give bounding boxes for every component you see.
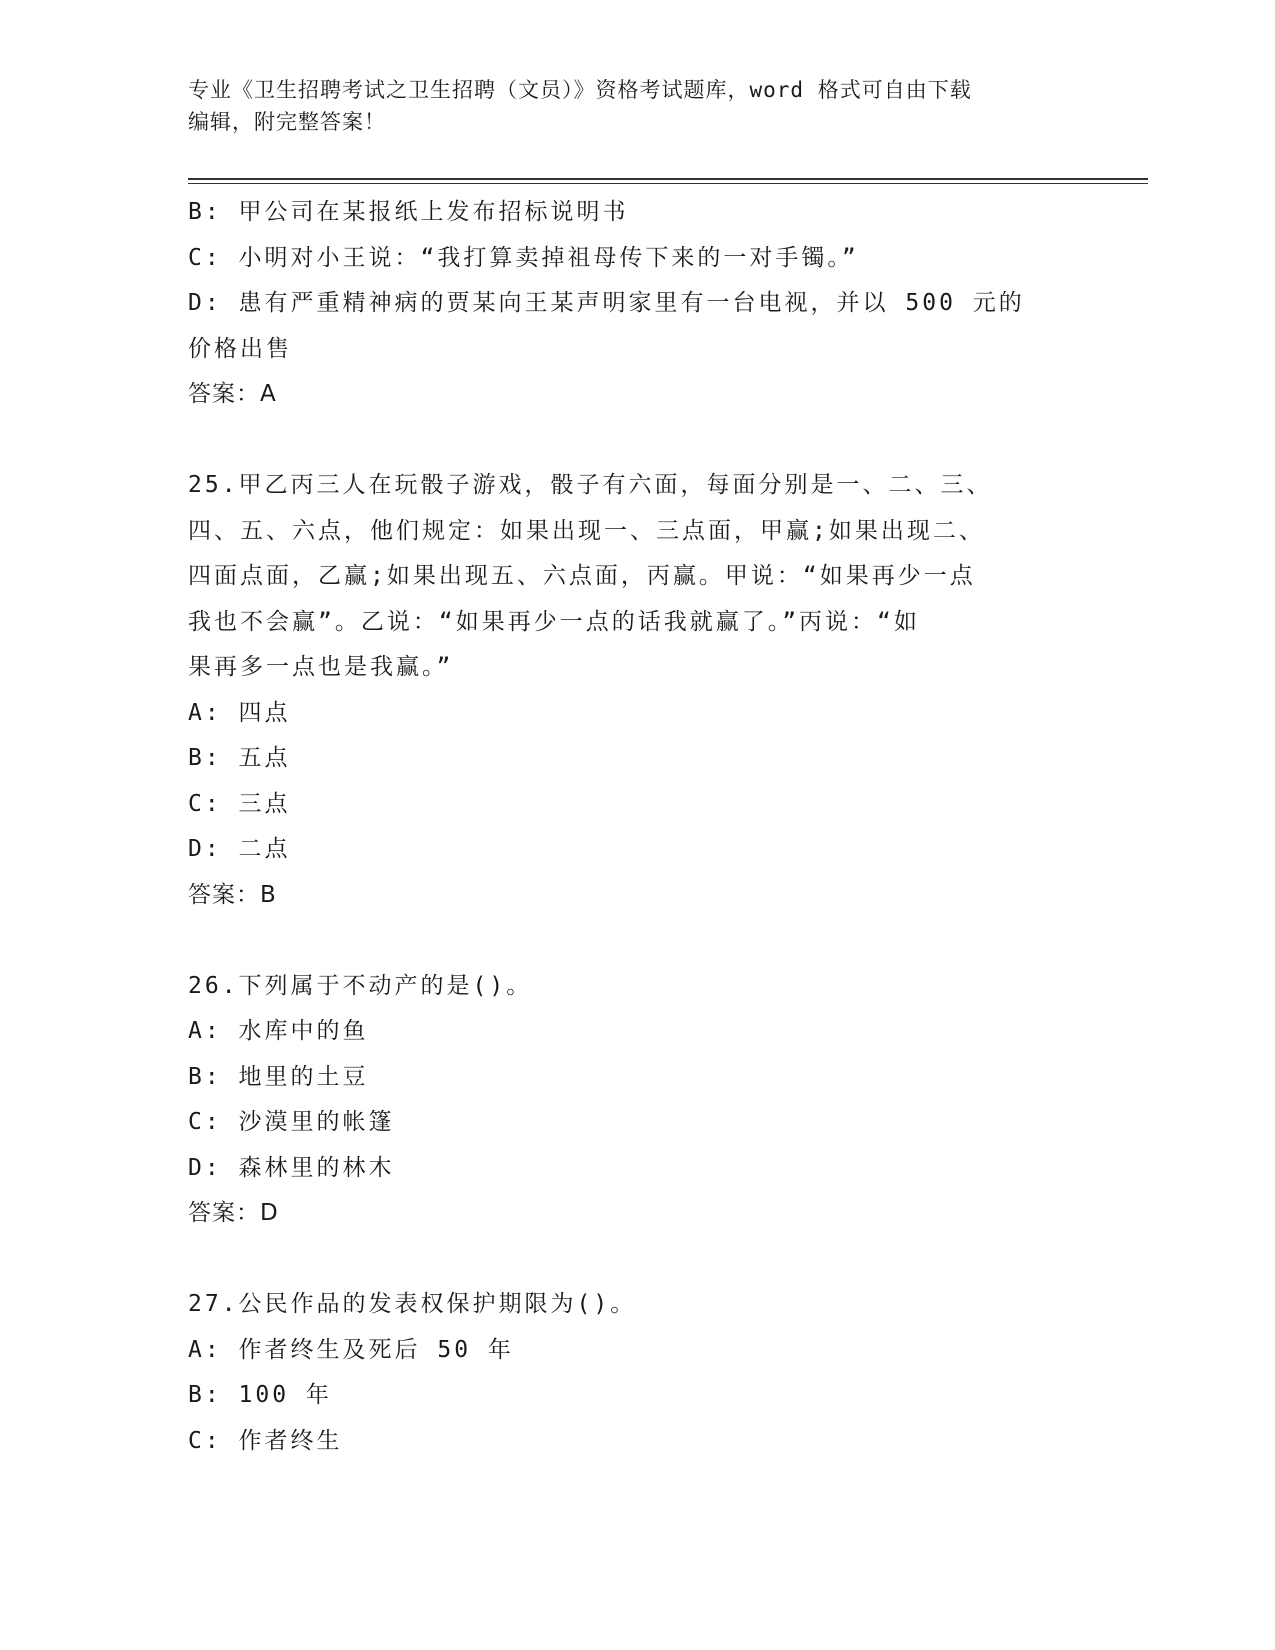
- option-d-line-1: D: 患有严重精神病的贾某向王某声明家里有一台电视，并以 500 元的: [188, 290, 1025, 316]
- question-stem-line-5: 果再多一点也是我赢。”: [188, 654, 454, 680]
- header-title-line-2: 编辑，附完整答案！: [188, 110, 386, 134]
- option-c: C: 作者终生: [188, 1427, 343, 1454]
- spacer: [188, 1237, 1068, 1283]
- option-a: A: 水库中的鱼: [188, 1018, 369, 1044]
- answer: 答案：D: [188, 1200, 279, 1226]
- question-stem-line-3: 四面点面，乙赢;如果出现五、六点面，丙赢。甲说：“如果再少一点: [188, 563, 976, 589]
- question-26: [188, 964, 1068, 1237]
- question-stem-line-1: 25.甲乙丙三人在玩骰子游戏，骰子有六面，每面分别是一、二、三、: [188, 472, 993, 498]
- document-header: [188, 74, 1088, 138]
- option-b: B: 地里的土豆: [188, 1063, 369, 1090]
- option-a: A: 四点: [188, 699, 291, 726]
- question-24: [188, 190, 1068, 418]
- option-c: C: 三点: [188, 790, 291, 817]
- option-c: C: 小明对小王说：“我打算卖掉祖母传下来的一对手镯。”: [188, 244, 859, 271]
- spacer: [188, 918, 1068, 964]
- option-d-line-2: 价格出售: [188, 335, 292, 362]
- question-stem: 26.下列属于不动产的是()。: [188, 972, 533, 999]
- question-25: [188, 463, 1068, 918]
- option-d: D: 森林里的林木: [188, 1154, 395, 1181]
- header-divider-thin: [188, 183, 1148, 184]
- question-27: [188, 1282, 1068, 1464]
- option-d: D: 二点: [188, 836, 291, 862]
- answer: 答案：A: [188, 381, 277, 407]
- answer: 答案：B: [188, 881, 277, 908]
- option-b: B: 100 年: [188, 1382, 332, 1408]
- question-content: [188, 190, 1068, 1464]
- spacer: [188, 418, 1068, 464]
- question-stem: 27.公民作品的发表权保护期限为()。: [188, 1291, 637, 1317]
- option-c: C: 沙漠里的帐篷: [188, 1109, 395, 1135]
- option-b: B: 五点: [188, 745, 291, 771]
- option-b: B: 甲公司在某报纸上发布招标说明书: [188, 199, 629, 225]
- option-a: A: 作者终生及死后 50 年: [188, 1336, 514, 1363]
- question-stem-line-4: 我也不会赢”。乙说：“如果再少一点的话我就赢了。”丙说：“如: [188, 608, 920, 635]
- header-title-line-1: 专业《卫生招聘考试之卫生招聘（文员）》资格考试题库，word 格式可自由下载: [188, 78, 972, 102]
- header-divider-thick: [188, 178, 1148, 180]
- question-stem-line-2: 四、五、六点，他们规定：如果出现一、三点面，甲赢;如果出现二、: [188, 517, 985, 544]
